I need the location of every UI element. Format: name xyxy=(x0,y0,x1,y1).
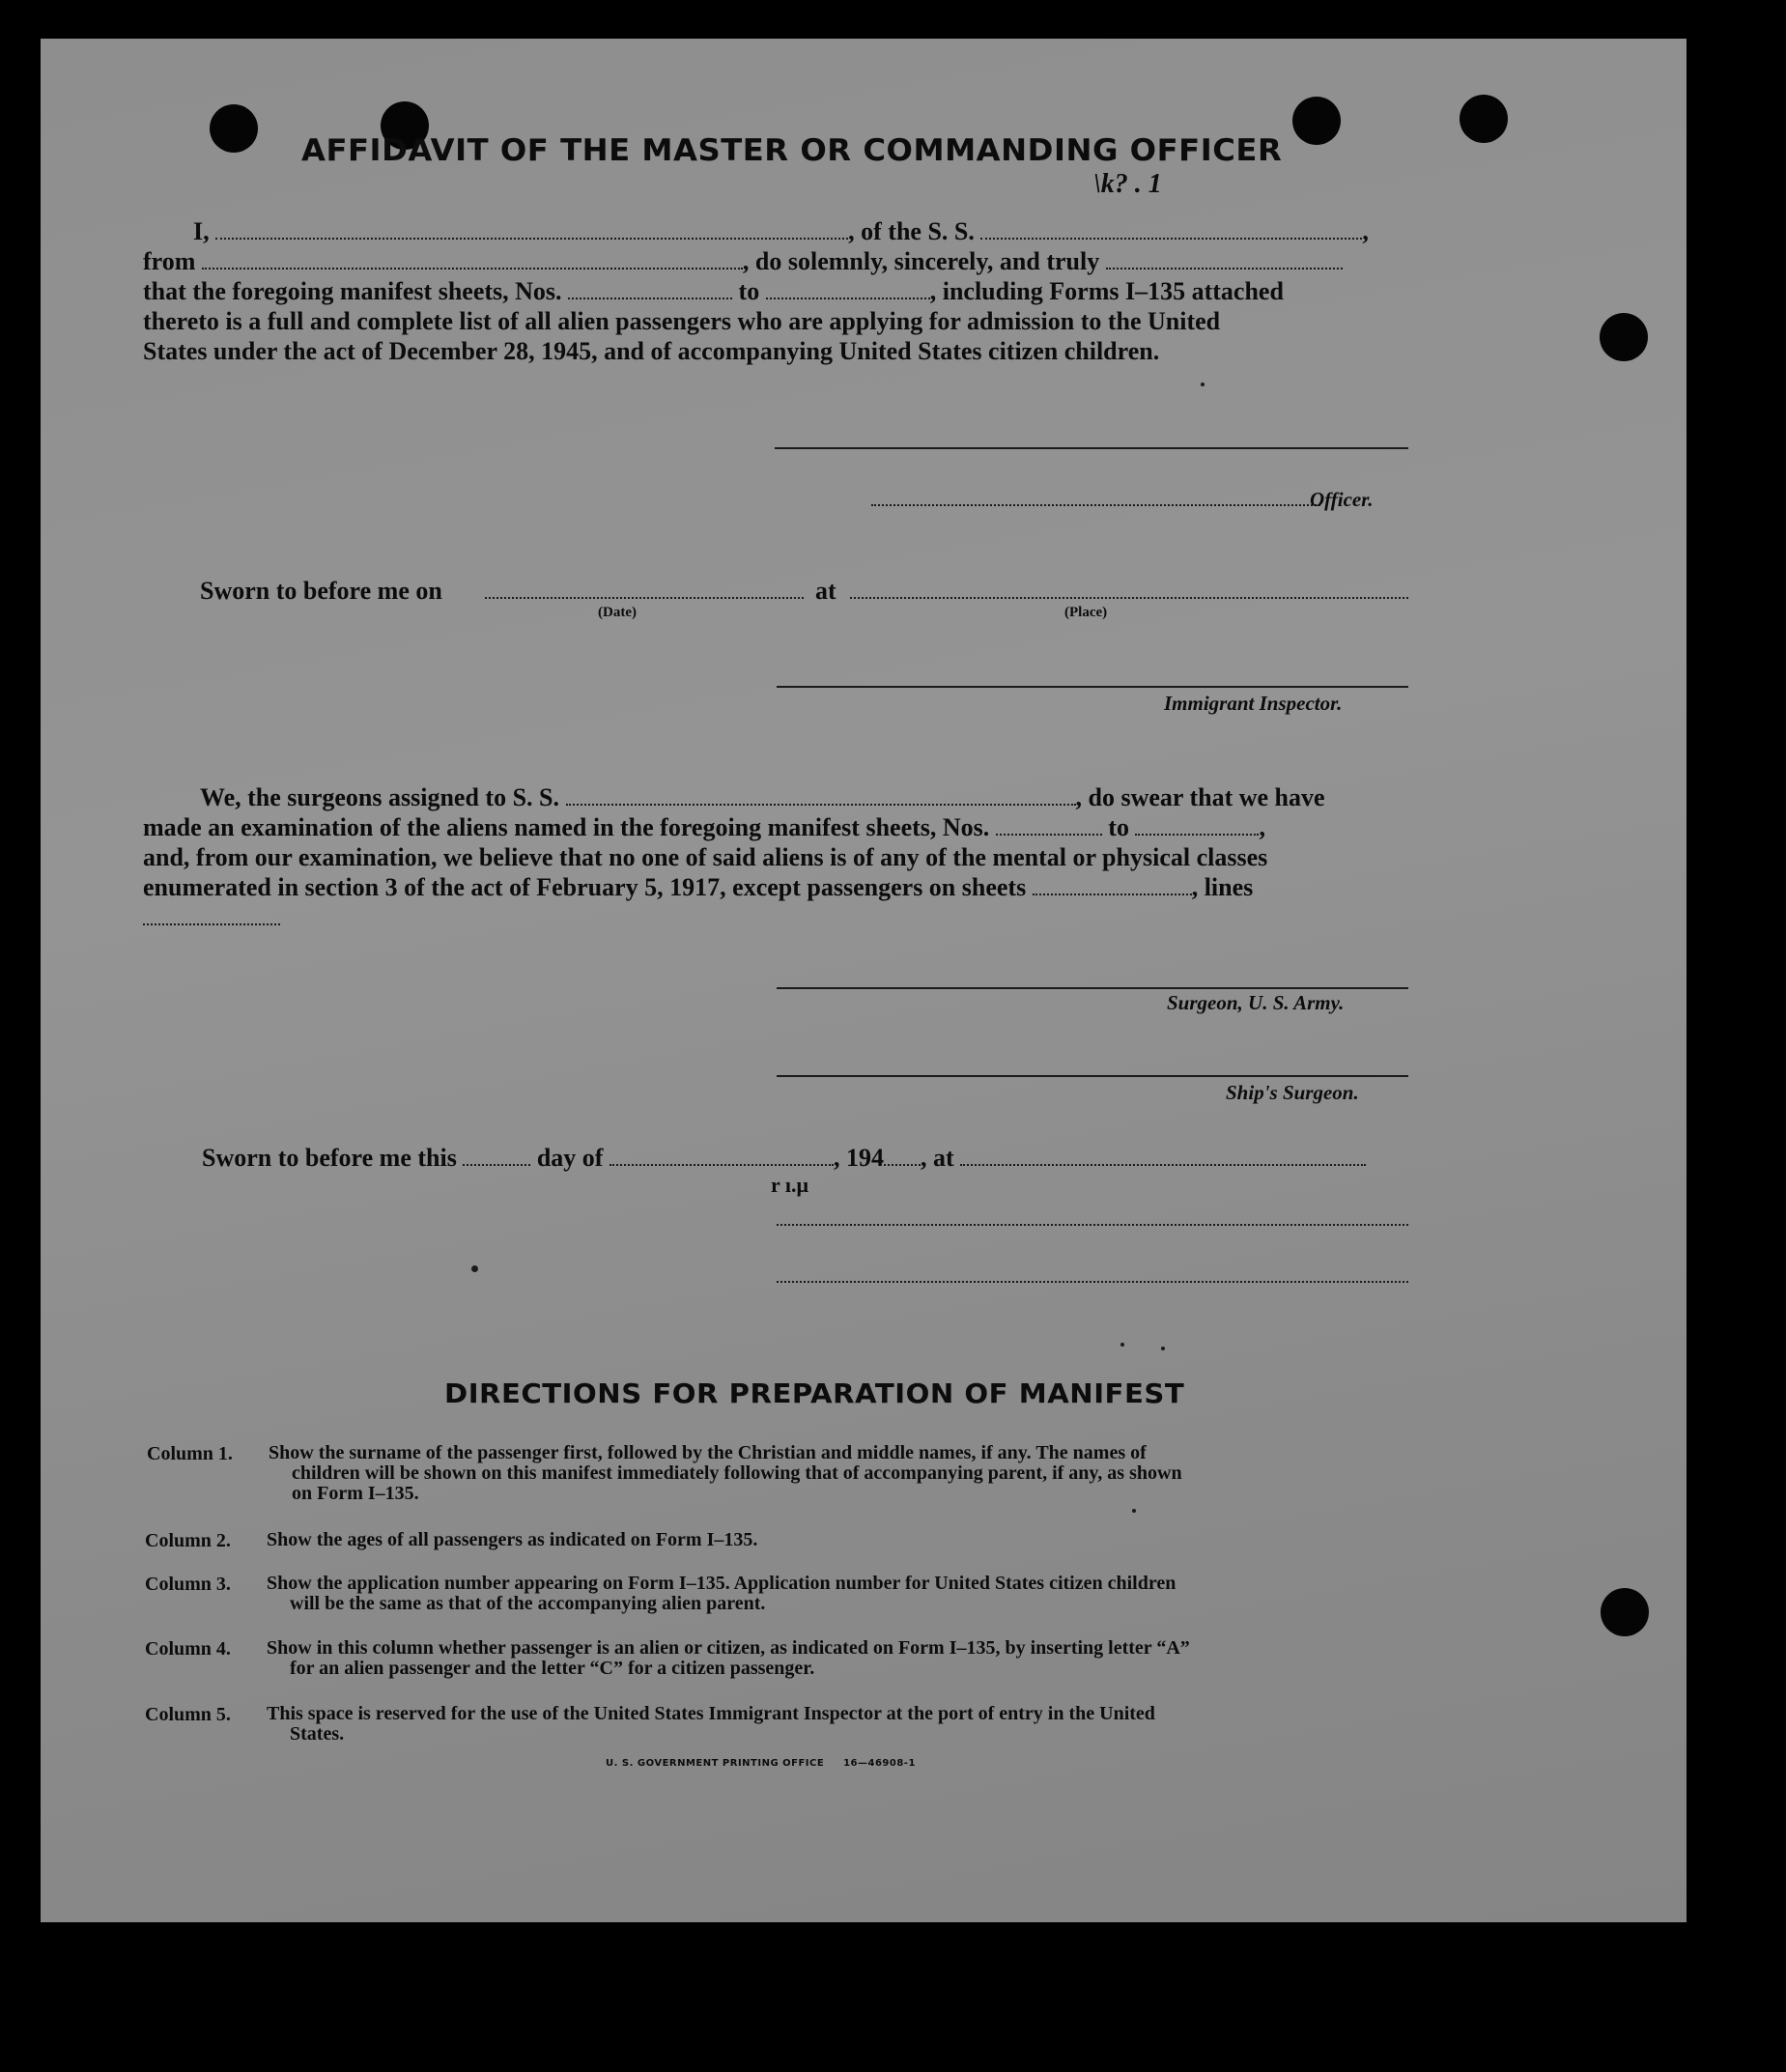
ship-surgeon-caption: Ship's Surgeon. xyxy=(1226,1081,1359,1104)
affidavit-line-5: States under the act of December 28, 1945, and of accompanying United States citizen children. xyxy=(143,337,1160,365)
surgeons-line-3: and, from our examination, we believe that no one of said aliens is of any of the mental or physical classes xyxy=(143,843,1268,871)
surgeon-sheets-from-field[interactable] xyxy=(996,816,1102,836)
sworn-at-label: at xyxy=(815,577,836,605)
except-sheets-field[interactable] xyxy=(1033,876,1192,895)
master-name-field[interactable] xyxy=(215,220,848,240)
sheets-from-field[interactable] xyxy=(568,280,732,299)
affidavit-line-3: that the foregoing manifest sheets, Nos. to , including Forms I–135 attached xyxy=(143,277,1284,305)
column-5-text: This space is reserved for the use of the United States Immigrant Inspector at the port of entry in the United States. xyxy=(267,1703,1155,1745)
punch-hole xyxy=(1600,313,1648,361)
sworn-year-field[interactable] xyxy=(884,1147,921,1166)
ship-name-field[interactable] xyxy=(980,220,1362,240)
directions-title: DIRECTIONS FOR PREPARATION OF MANIFEST xyxy=(444,1377,1185,1409)
sworn-place-field[interactable] xyxy=(850,597,1408,599)
surgeon-ship-field[interactable] xyxy=(566,786,1076,806)
sworn-day-line: Sworn to before me this day of , 194 , at xyxy=(202,1143,1366,1173)
from-port-field[interactable] xyxy=(202,250,743,270)
printing-office-footer: U. S. GOVERNMENT PRINTING OFFICE 16—46908-1 xyxy=(606,1758,916,1769)
inspector-signature-line[interactable] xyxy=(777,686,1408,688)
officer-signature-line[interactable] xyxy=(775,447,1408,449)
speck xyxy=(1161,1347,1165,1350)
affidavit-line-4: thereto is a full and complete list of all alien passengers who are applying for admission to the United xyxy=(143,307,1221,335)
signature-line-a[interactable] xyxy=(777,1224,1408,1226)
page-title: AFFIDAVIT OF THE MASTER OR COMMANDING OFFICER xyxy=(301,133,1283,168)
column-1-text: Show the surname of the passenger first, followed by the Christian and middle names, if any. The names of children will be shown on this manifest immediately following that of accompanying parent, if any, as shown on Form I–135. xyxy=(269,1442,1182,1504)
sheets-to-field[interactable] xyxy=(766,280,930,299)
form-sheet xyxy=(41,39,1687,1922)
signature-line-b[interactable] xyxy=(777,1281,1408,1283)
surgeons-line-1: We, the surgeons assigned to S. S. , do swear that we have xyxy=(200,783,1325,811)
surgeons-line-2: made an examination of the aliens named in the foregoing manifest sheets, Nos. to , xyxy=(143,813,1265,841)
army-surgeon-caption: Surgeon, U. S. Army. xyxy=(1167,991,1345,1014)
inspector-caption: Immigrant Inspector. xyxy=(1164,692,1343,715)
declare-field[interactable] xyxy=(1106,250,1343,270)
army-surgeon-signature-line[interactable] xyxy=(777,987,1408,989)
lines-field[interactable] xyxy=(143,923,280,925)
speck xyxy=(1201,383,1205,386)
column-2-text: Show the ages of all passengers as indicated on Form I–135. xyxy=(267,1529,758,1550)
ship-surgeon-signature-line[interactable] xyxy=(777,1075,1408,1077)
place-caption: (Place) xyxy=(1064,605,1108,620)
surgeons-line-4: enumerated in section 3 of the act of February 5, 1917, except passengers on sheets , lines xyxy=(143,873,1254,901)
handwritten-scribble: r ı.μ xyxy=(771,1173,808,1197)
punch-hole xyxy=(1601,1588,1649,1636)
column-3-text: Show the application number appearing on Form I–135. Application number for United States citizen children will be the same as that of the accompanying alien parent. xyxy=(267,1573,1176,1614)
handwritten-note: \k? . 1 xyxy=(1093,169,1162,199)
speck xyxy=(1120,1343,1124,1347)
sworn-date-label: Sworn to before me on xyxy=(200,577,442,605)
column-4-text: Show in this column whether passenger is an alien or citizen, as indicated on Form I–135, by inserting letter “A” for an alien passenger and the letter “C” for a citizen passenger. xyxy=(267,1637,1190,1679)
officer-caption: Officer. xyxy=(1310,488,1374,511)
punch-hole xyxy=(1292,97,1341,145)
column-5-label: Column 5. xyxy=(145,1704,231,1725)
sworn-day-field[interactable] xyxy=(463,1147,530,1166)
affidavit-line-2: from , do solemnly, sincerely, and truly xyxy=(143,246,1343,276)
officer-title-line[interactable] xyxy=(871,504,1320,506)
column-3-label: Column 3. xyxy=(145,1574,231,1595)
date-caption: (Date) xyxy=(598,605,637,620)
sworn-date-field[interactable] xyxy=(485,597,804,599)
surgeon-sheets-to-field[interactable] xyxy=(1135,816,1259,836)
column-4-label: Column 4. xyxy=(145,1638,231,1660)
speck xyxy=(1132,1509,1136,1513)
sworn-month-field[interactable] xyxy=(610,1147,834,1166)
punch-hole xyxy=(1460,95,1508,143)
sworn-place-2-field[interactable] xyxy=(960,1147,1366,1166)
punch-hole xyxy=(210,104,258,153)
speck xyxy=(471,1265,478,1272)
column-2-label: Column 2. xyxy=(145,1530,231,1551)
column-1-label: Column 1. xyxy=(147,1443,233,1464)
affidavit-line-1: I, , of the S. S. , xyxy=(193,217,1369,245)
